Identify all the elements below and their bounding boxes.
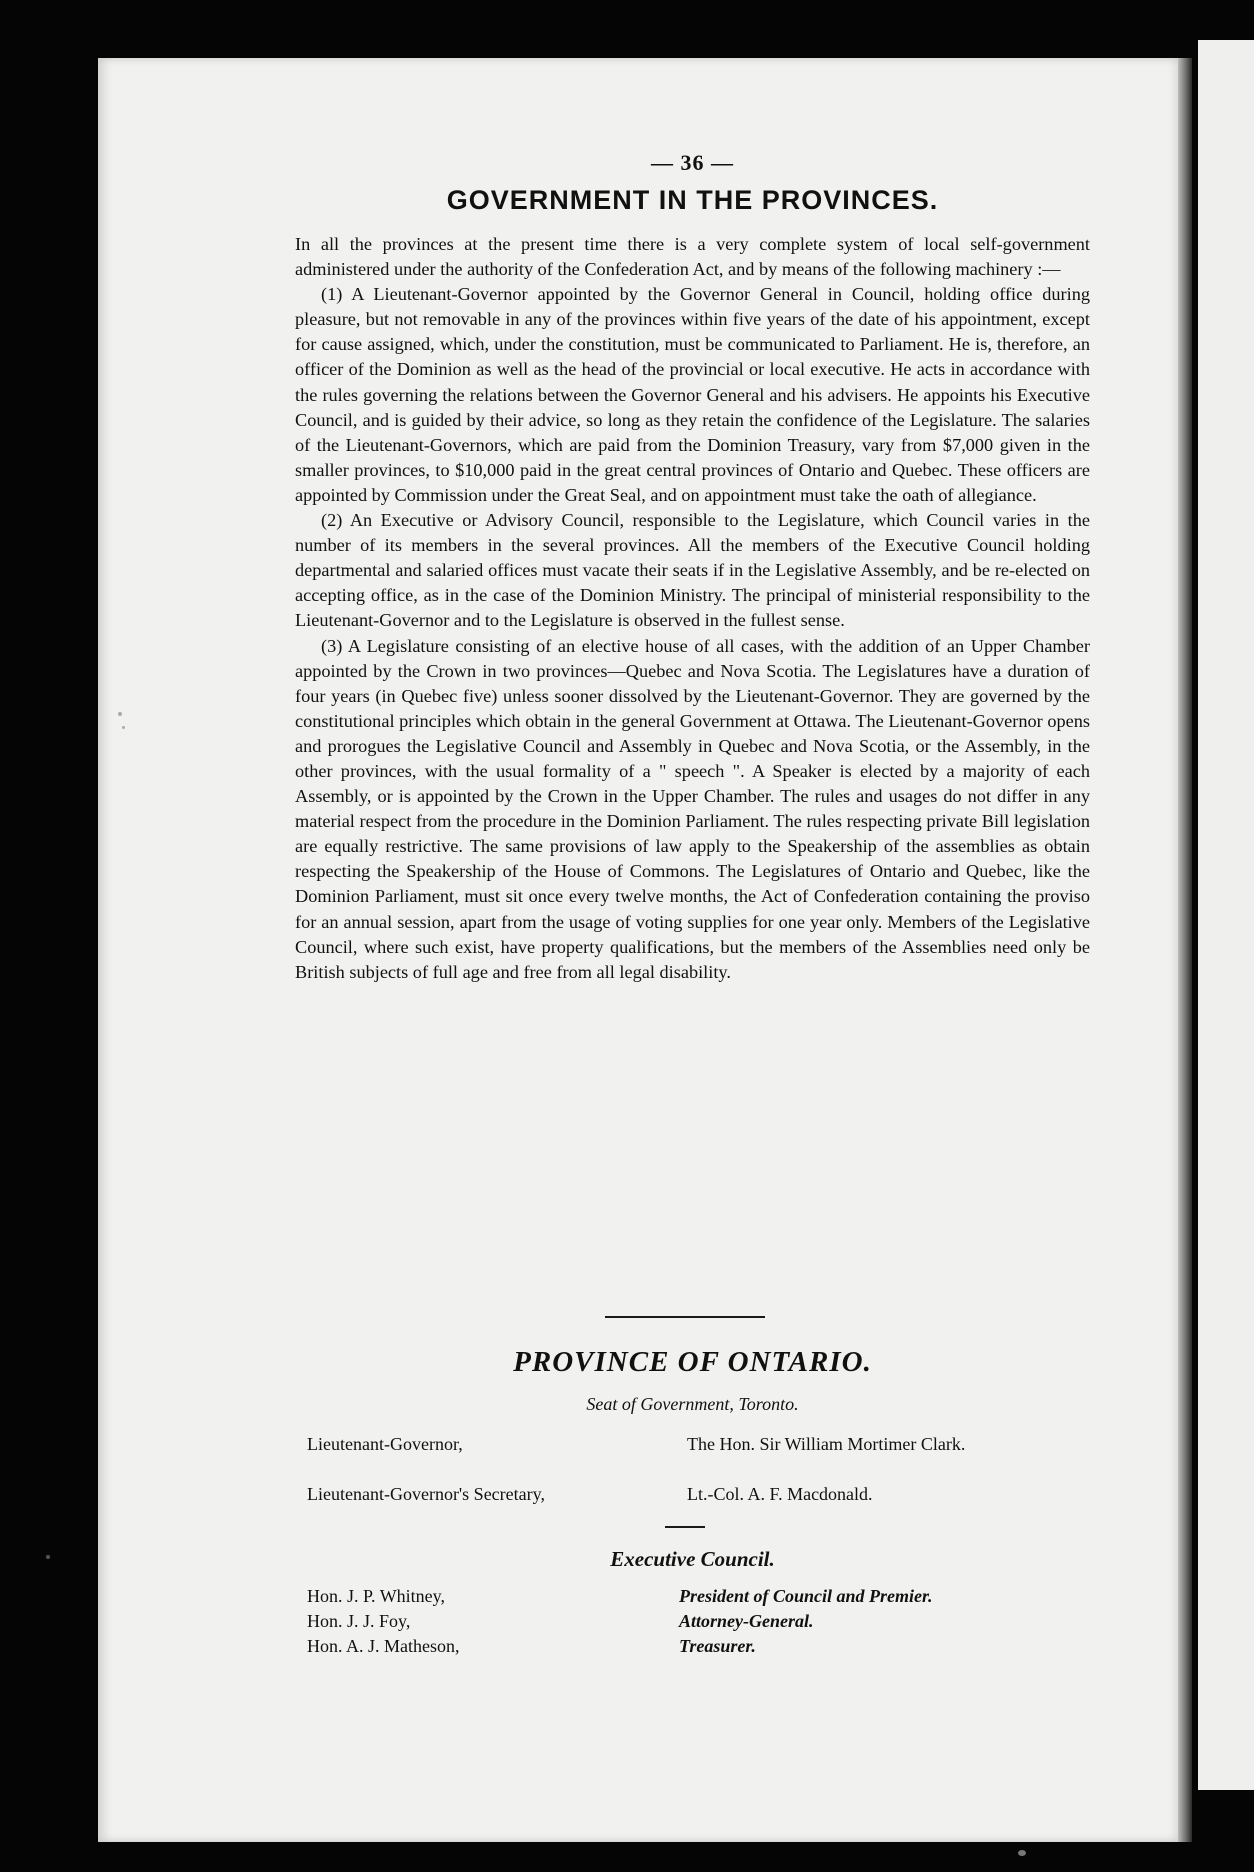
seat-of-government: Seat of Government, Toronto. <box>586 1394 799 1414</box>
member-name: Hon. J. P. Whitney, <box>307 1586 446 1606</box>
officer-name: The Hon. Sir William Mortimer Clark. <box>687 1434 966 1454</box>
council-title: Executive Council. <box>610 1547 775 1571</box>
officer-name: Lt.-Col. A. F. Macdonald. <box>687 1484 873 1504</box>
member-office: President of Council and Premier. <box>679 1586 933 1606</box>
adjacent-page-edge <box>1198 40 1254 1790</box>
officer-title: Lieutenant-Governor, <box>307 1434 463 1454</box>
page-number: — 36 — <box>651 150 734 175</box>
member-office: Attorney-General. <box>679 1611 814 1631</box>
paragraph: (2) An Executive or Advisory Council, responsible to the Legislature, which Council varies in the number of its members in the several provinces. All the members of the Executive Council holding departmental and salaried offices must vacate their seats if in the Legislative Assembly, and be re-elected on accepting office, as in the case of the Dominion Ministry. The principal of ministerial responsibility to the Lieutenant-Governor and to the Legislature is observed in the fullest sense. <box>295 510 1090 631</box>
short-divider <box>665 1526 705 1528</box>
book-spine <box>1178 58 1192 1842</box>
scan-speck <box>46 1555 50 1559</box>
paragraph: In all the provinces at the present time there is a very complete system of local self-government administered under the authority of the Confederation Act, and by means of the following machinery :— <box>295 234 1090 280</box>
body-text <box>295 232 1090 985</box>
scan-speck <box>1018 1850 1026 1856</box>
scan-speck <box>122 726 125 729</box>
section-divider <box>605 1316 765 1318</box>
officer-title: Lieutenant-Governor's Secretary, <box>307 1484 545 1504</box>
member-name: Hon. A. J. Matheson, <box>307 1636 460 1656</box>
scan-speck <box>118 712 122 716</box>
page-title: GOVERNMENT IN THE PROVINCES. <box>446 185 939 215</box>
paragraph: (3) A Legislature consisting of an elective house of all cases, with the addition of an Upper Chamber appointed by the Crown in two provinces—Quebec and Nova Scotia. The Legislatures have a duration of four years (in Quebec five) unless sooner dissolved by the Lieutenant-Governor. They are governed by the constitutional principles which obtain in the general Government at Ottawa. The Lieutenant-Governor opens and prorogues the Legislative Council and Assembly in Quebec and Nova Scotia, or the Assembly, in the other provinces, with the usual formality of a " speech ". A Speaker is elected by a majority of each Assembly, or is appointed by the Crown in the Upper Chamber. The rules and usages do not differ in any material respect from the procedure in the Dominion Parliament. The rules respecting private Bill legislation are equally restrictive. The same provisions of law apply to the Speakership of the assemblies as obtain respecting the Speakership of the House of Commons. The Legislatures of Ontario and Quebec, like the Dominion Parliament, must sit once every twelve months, the Act of Confederation containing the proviso for an annual session, apart from the usage of voting supplies for one year only. Members of the Legislative Council, where such exist, have property qualifications, but the members of the Assemblies need only be British subjects of full age and free from all legal disability. <box>295 635 1090 982</box>
member-name: Hon. J. J. Foy, <box>307 1611 411 1631</box>
section-title: PROVINCE OF ONTARIO. <box>513 1346 872 1378</box>
paragraph: (1) A Lieutenant-Governor appointed by the Governor General in Council, holding office during pleasure, but not removable in any of the provinces within five years of the date of his appointment, except for cause assigned, which, under the constitution, must be communicated to Parliament. He is, therefore, an officer of the Dominion as well as the head of the provincial or local executive. He acts in accordance with the rules governing the relations between the Governor General and his advisers. He appoints his Executive Council, and is guided by their advice, so long as they retain the confidence of the Legislature. The salaries of the Lieutenant-Governors, which are paid from the Dominion Treasury, vary from $7,000 given in the smaller provinces, to $10,000 paid in the great central provinces of Ontario and Quebec. These officers are appointed by Commission under the Great Seal, and on appointment must take the oath of allegiance. <box>295 284 1090 505</box>
member-office: Treasurer. <box>679 1636 756 1656</box>
